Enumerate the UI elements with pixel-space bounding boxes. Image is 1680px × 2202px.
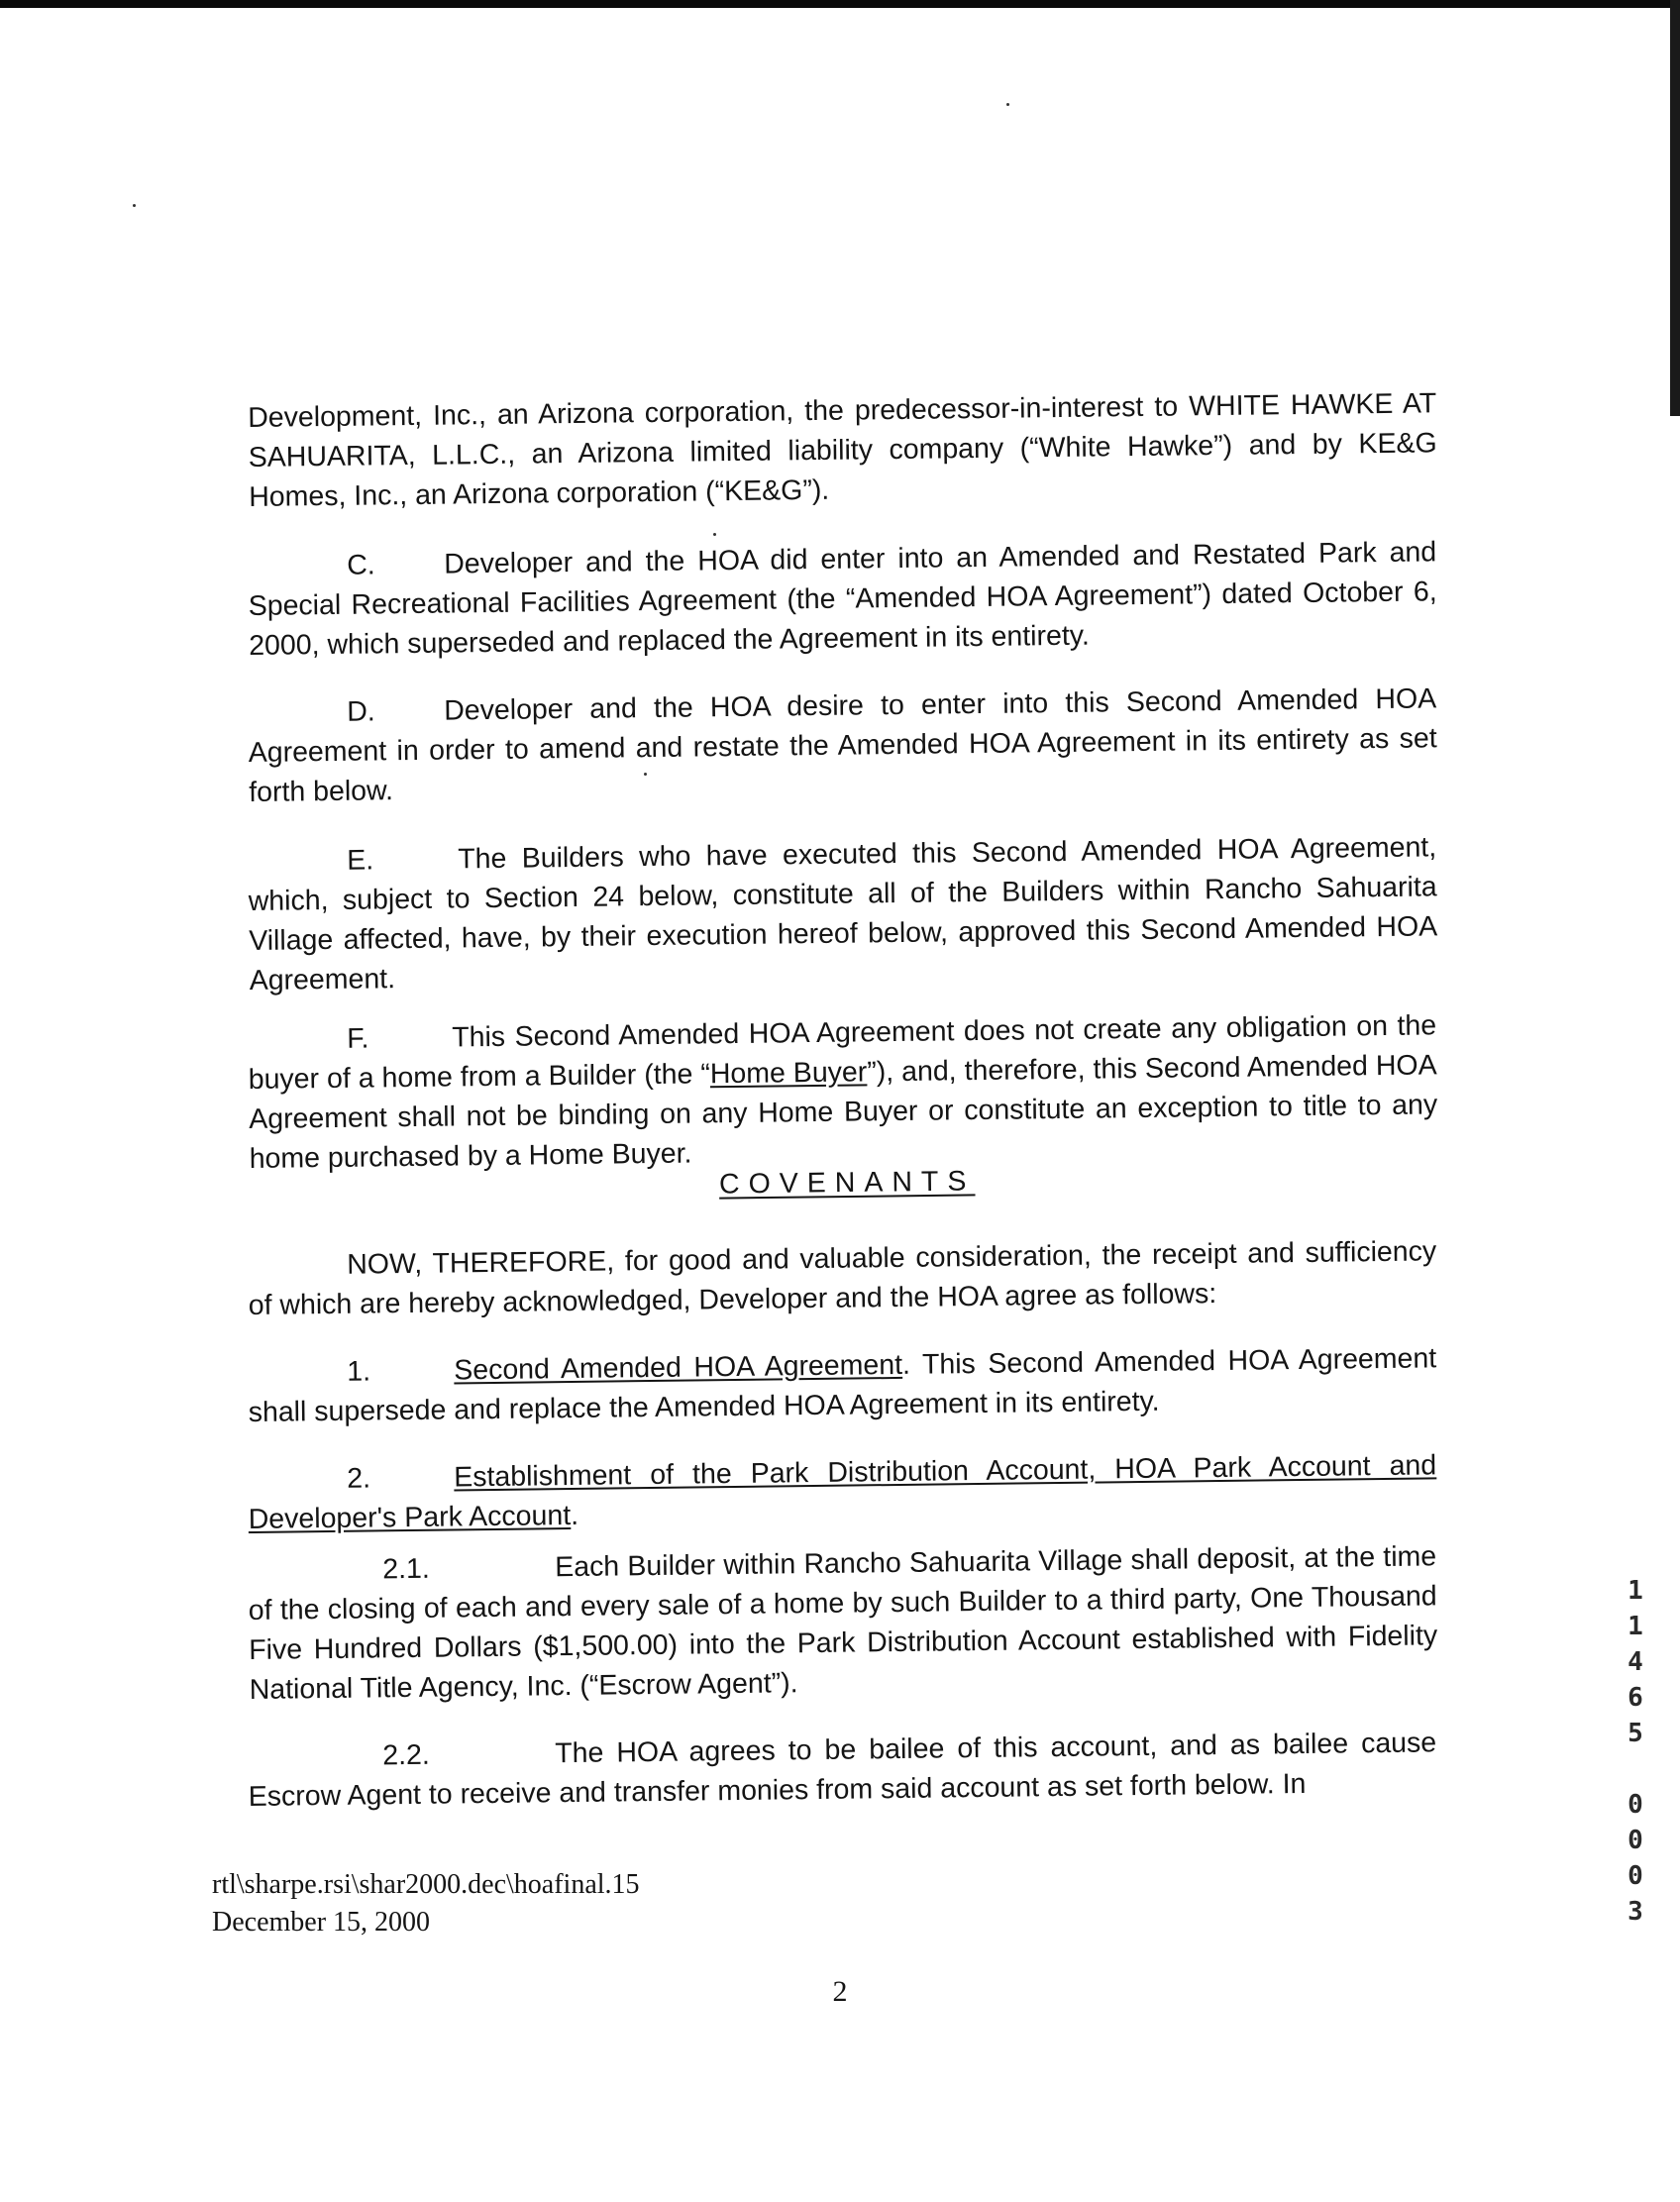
bates-digit: 5 xyxy=(1628,1719,1643,1748)
covenants-heading: COVENANTS xyxy=(718,1165,976,1201)
recital-label: C. xyxy=(347,549,375,581)
covenants-intro xyxy=(248,1231,1437,1325)
section-number: 2.2. xyxy=(382,1738,430,1772)
recital-text: Developer and the HOA did enter into an Amended and Restated Park and Special Recreational Facilities Agreement (the “Amended HOA Agreement”) dated October 6, 2000, which superseded and replaced the Agreement in its entirety. xyxy=(248,536,1437,662)
intro-text: Development, Inc., an Arizona corporation, the predecessor-in-interest to WHITE HAWKE AT SAHUARITA, L.L.C., an Arizona limited liability company (“White Hawke”) and by KE&G Homes, Inc., an Arizona corporation (“KE&G”). xyxy=(248,387,1437,513)
defined-term-home-buyer: Home Buyer xyxy=(709,1056,868,1091)
recital-text: The Builders who have executed this Second Amended HOA Agreement, which, subject to Section 24 below, constitute all of the Builders within Rancho Sahuarita Village affected, have, by their execution hereof below, approved this Second Amended HOA Agreement. xyxy=(248,831,1438,996)
recital-label: E. xyxy=(347,844,374,877)
bates-digit: 0 xyxy=(1628,1861,1643,1891)
recital-label: D. xyxy=(347,695,375,728)
recital-text-continued: ”), and, therefore, this Second Amended HOA Agreement shall not be binding on any Home Buyer or constitute an exception to title to any home purchased by a Home Buyer. xyxy=(249,1049,1438,1175)
bates-digit: 0 xyxy=(1628,1790,1643,1820)
recital-c xyxy=(248,532,1437,666)
section-number: 2.1. xyxy=(382,1552,430,1586)
section-2 xyxy=(248,1445,1437,1539)
section-2-2 xyxy=(248,1723,1437,1817)
section-text: The HOA agrees to be bailee of this account, and as bailee cause Escrow Agent to receive and transfer monies from said account as set forth below. In xyxy=(248,1727,1437,1813)
bates-digit: 6 xyxy=(1628,1683,1643,1713)
section-1 xyxy=(248,1338,1437,1432)
section-number: 2. xyxy=(347,1462,371,1495)
page-number: 2 xyxy=(832,1975,848,2008)
section-title: Establishment of the Park Distribution Account, HOA Park Account and Developer's Park Account xyxy=(248,1449,1437,1535)
bates-digit: 4 xyxy=(1628,1647,1643,1677)
section-text: Each Builder within Rancho Sahuarita Village shall deposit, at the time of the closing of each and every sale of a home by such Builder to a third party, One Thousand Five Hundred Dollars ($1,500.00) into the Park Distribution Account established with Fidelity National Title Agency, Inc. (“Escrow Agent”). xyxy=(248,1540,1438,1706)
recital-label: F. xyxy=(347,1022,369,1055)
section-2-1 xyxy=(248,1536,1438,1710)
footer-date: December 15, 2000 xyxy=(212,1907,431,1938)
bates-digit: 0 xyxy=(1628,1826,1643,1855)
section-title: Second Amended HOA Agreement xyxy=(454,1348,903,1387)
covenants-intro-text: NOW, THEREFORE, for good and valuable consideration, the receipt and sufficiency of which are hereby acknowledged, Developer and the HOA agree as follows: xyxy=(248,1235,1437,1321)
recital-f xyxy=(248,1005,1438,1179)
section-number: 1. xyxy=(347,1355,371,1388)
intro-paragraph xyxy=(248,383,1437,517)
recital-e xyxy=(248,827,1438,1000)
bates-digit: 3 xyxy=(1628,1897,1643,1927)
bates-digit: 1 xyxy=(1628,1576,1643,1606)
bates-number xyxy=(1621,1573,1650,1930)
recital-d xyxy=(248,679,1437,812)
bates-digit: 1 xyxy=(1628,1612,1643,1641)
recital-text: This Second Amended HOA Agreement does not create any obligation on the buyer of a home from a Builder (the “ xyxy=(248,1009,1437,1096)
section-text: . xyxy=(570,1499,579,1532)
section-text: . This Second Amended HOA Agreement shall supersede and replace the Amended HOA Agreement in its entirety. xyxy=(248,1342,1437,1428)
footer xyxy=(212,1866,640,1941)
recital-text: Developer and the HOA desire to enter into this Second Amended HOA Agreement in order to amend and restate the Amended HOA Agreement in its entirety as set forth below. xyxy=(248,682,1437,808)
footer-file-path: rtl\sharpe.rsi\shar2000.dec\hoafinal.15 xyxy=(212,1869,640,1900)
